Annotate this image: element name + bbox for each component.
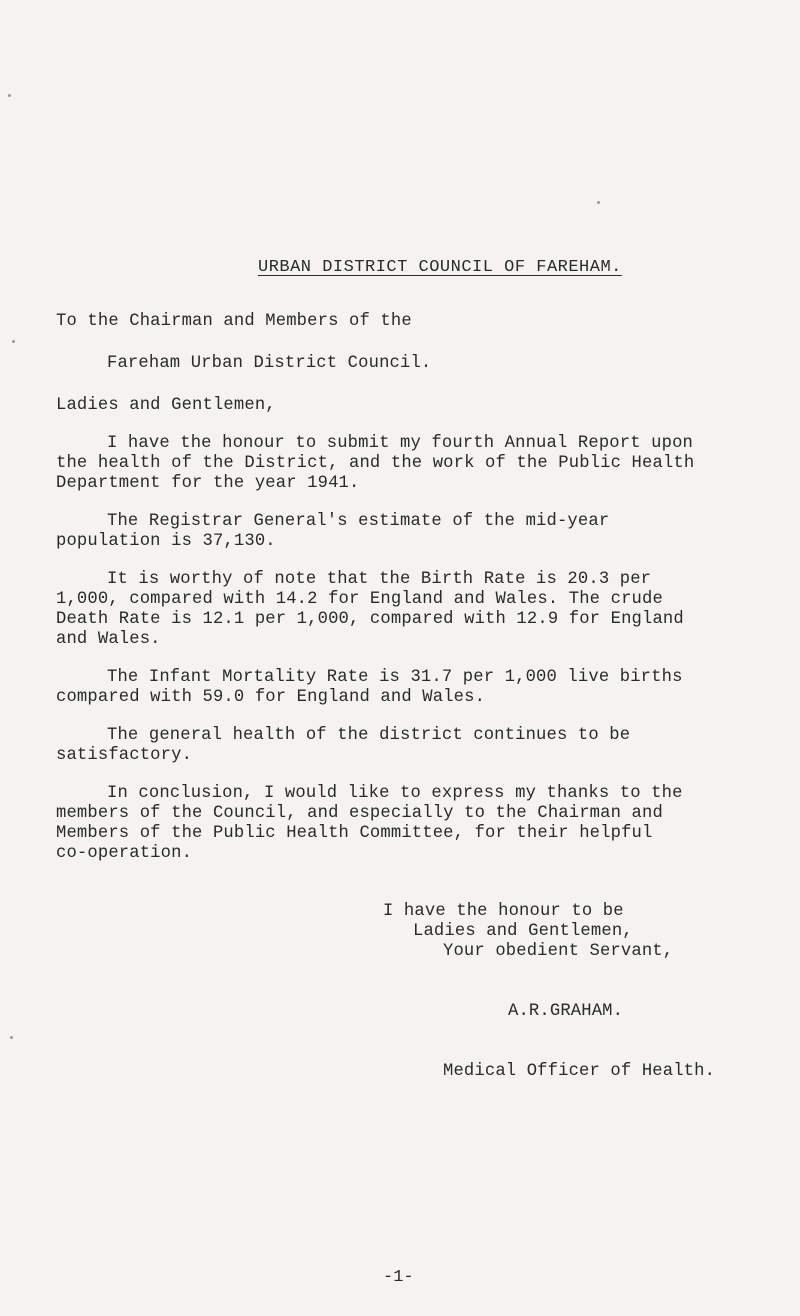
- scan-speck: [10, 1036, 13, 1039]
- document-heading: URBAN DISTRICT COUNCIL OF FAREHAM.: [258, 258, 622, 277]
- paragraph-line: I have the honour to submit my fourth Annual Report upon: [107, 434, 693, 453]
- salutation-line-2: Fareham Urban District Council.: [107, 354, 432, 373]
- signature-name: A.R.GRAHAM.: [508, 1002, 624, 1021]
- scan-speck: [8, 94, 11, 97]
- closing-line-3: Your obedient Servant,: [443, 942, 674, 961]
- signature-title: Medical Officer of Health.: [443, 1062, 716, 1081]
- closing-line-2: Ladies and Gentlemen,: [413, 922, 633, 941]
- paragraph-line: Death Rate is 12.1 per 1,000, compared with 12.9 for England: [56, 610, 684, 629]
- paragraph-line: satisfactory.: [56, 746, 193, 765]
- paragraph-line: The general health of the district continues to be: [107, 726, 631, 745]
- paragraph-line: Department for the year 1941.: [56, 474, 360, 493]
- paragraph-line: the health of the District, and the work of the Public Health: [56, 454, 695, 473]
- paragraph-line: and Wales.: [56, 630, 161, 649]
- paragraph-line: Members of the Public Health Committee, for their helpful: [56, 824, 653, 843]
- paragraph-line: population is 37,130.: [56, 532, 276, 551]
- page-number: -1-: [383, 1268, 414, 1287]
- paragraph-line: It is worthy of note that the Birth Rate is 20.3 per: [107, 570, 652, 589]
- paragraph-line: members of the Council, and especially to the Chairman and: [56, 804, 663, 823]
- salutation-line-1: To the Chairman and Members of the: [56, 312, 412, 331]
- scan-speck: [12, 340, 15, 343]
- paragraph-line: 1,000, compared with 14.2 for England and Wales. The crude: [56, 590, 663, 609]
- scan-speck: [597, 201, 600, 204]
- closing-line-1: I have the honour to be: [383, 902, 624, 921]
- paragraph-line: In conclusion, I would like to express my thanks to the: [107, 784, 683, 803]
- paragraph-line: co-operation.: [56, 844, 193, 863]
- salutation-line-3: Ladies and Gentlemen,: [56, 396, 276, 415]
- paragraph-line: compared with 59.0 for England and Wales.: [56, 688, 486, 707]
- paragraph-line: The Registrar General's estimate of the mid-year: [107, 512, 610, 531]
- paragraph-line: The Infant Mortality Rate is 31.7 per 1,000 live births: [107, 668, 683, 687]
